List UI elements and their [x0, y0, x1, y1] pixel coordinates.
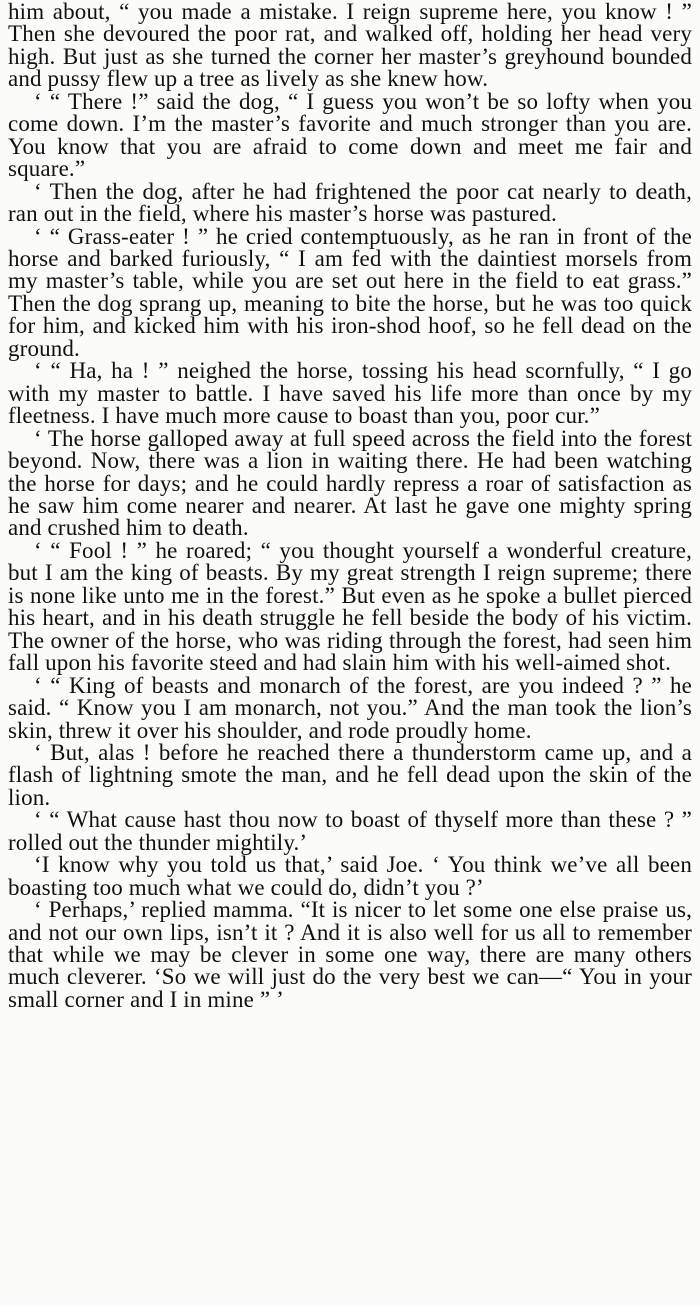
paragraph-dog-speaks: ‘ “ There !” said the dog, “ I guess you won’t be so lofty when you come down. I’m the master’s favorite and much stronger than you are. You know that you are afraid to come down and meet me fair and square.”: [8, 88, 692, 182]
paragraph-dog-runs: ‘ Then the dog, after he had frightened the poor cat nearly to death, ran out in the field, where his master’s horse was pastured.: [8, 178, 692, 227]
paragraph-joe-replies: ‘I know why you told us that,’ said Joe. ‘ You think we’ve all been boasting too much what we could do, didn’t you ?’: [8, 852, 692, 900]
paragraph-thunder-speaks: ‘ “ What cause hast thou now to boast of thyself more than these ? ” rolled out the thunder mightily.’: [8, 807, 692, 855]
story-column: [8, 1, 692, 1011]
paragraph-lion-roars: ‘ “ Fool ! ” he roared; “ you thought yourself a wonderful creature, but I am the king of beasts. By my great strength I reign supreme; there is none like unto me in the forest.” But even as he spoke a bullet pierced his heart, and in his death struggle he fell beside the body of his victim. The owner of the horse, who was riding through the forest, had seen him fall upon his favorite steed and had slain him with his well-aimed shot.: [8, 537, 692, 676]
paragraph-mamma-replies: ‘ Perhaps,’ replied mamma. “It is nicer to let some one else praise us, and not our own lips, isn’t it ? And it is also well for us all to remember that while we may be clever in some one way, there are many others much cleverer. ‘So we will just do the very best we can—“ You in your small corner and I in mine ” ’: [8, 897, 692, 1012]
paragraph-man-speaks: ‘ “ King of beasts and monarch of the forest, are you indeed ? ” he said. “ Know you I am monarch, not you.” And the man took the lion’s skin, threw it over his shoulder, and rode proudly home.: [8, 672, 692, 743]
paragraph-lion-waiting: ‘ The horse galloped away at full speed across the field into the forest beyond. Now, there was a lion in waiting there. He had been watching the horse for days; and he could hardly repress a roar of satisfaction as he saw him come nearer and nearer. At last he gave one mighty spring and crushed him to death.: [8, 425, 692, 541]
paragraph-horse-neighs: ‘ “ Ha, ha ! ” neighed the horse, tossing his head scornfully, “ I go with my master to battle. I have saved his life more than once by my fleetness. I have much more cause to boast than you, poor cur.”: [8, 358, 692, 429]
paragraph-thunderstorm: ‘ But, alas ! before he reached there a thunderstorm came up, and a flash of lightning smote the man, and he fell dead upon the skin of the lion.: [8, 739, 692, 810]
paragraph-cat-and-rat: him about, “ you made a mistake. I reign supreme here, you know ! ” Then she devoured the poor rat, and walked off, holding her head very high. But just as she turned the corner her master’s greyhound bounded and pussy flew up a tree as lively as she knew how.: [8, 0, 692, 92]
paragraph-grass-eater: ‘ “ Grass-eater ! ” he cried contemptuously, as he ran in front of the horse and barked furiously, “ I am fed with the daintiest morsels from my master’s table, while you are set out here in the field to eat grass.” Then the dog sprang up, meaning to bite the horse, but he was too quick for him, and kicked him with his iron-shod hoof, so he fell dead on the ground.: [8, 223, 692, 361]
